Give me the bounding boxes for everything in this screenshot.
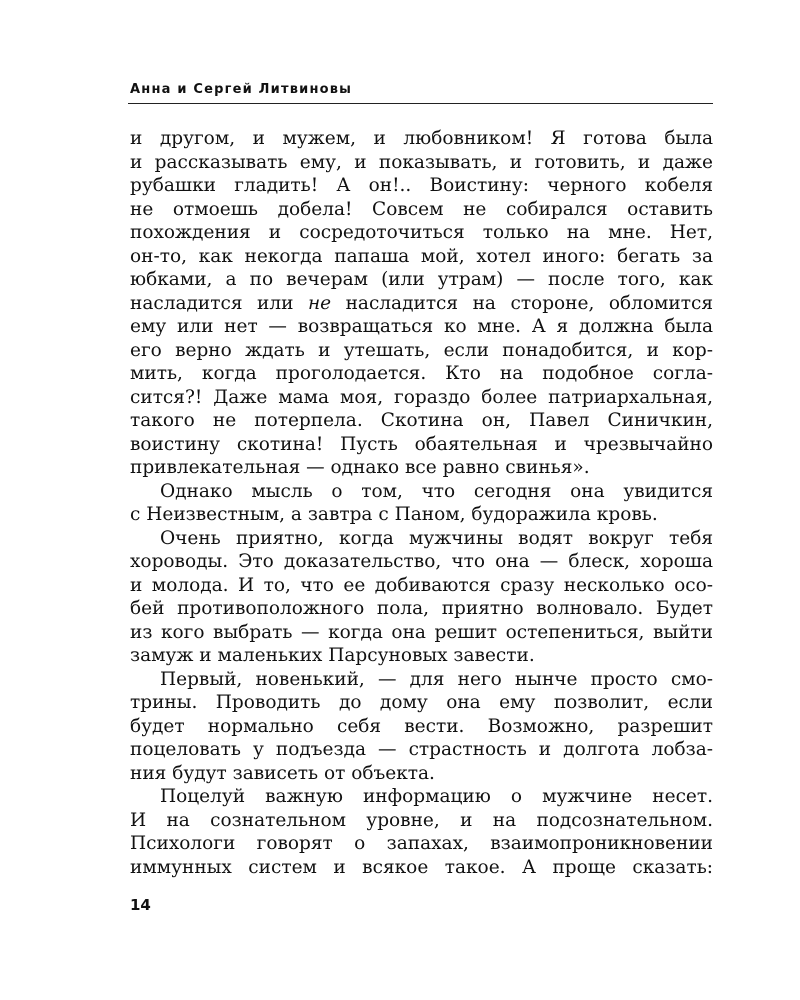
text-line: иммунных систем и всякое такое. А проще сказать: xyxy=(130,856,713,878)
text-line: будет нормально себя вести. Возможно, разрешит xyxy=(130,715,713,737)
text-line: и другом, и мужем, и любовником! Я готова была xyxy=(130,128,713,149)
text-line: И на сознательном уровне, и на подсознательном. xyxy=(130,809,713,831)
text-line: трины. Проводить до дому она ему позволит, если xyxy=(130,692,713,713)
text-line: сится?! Даже мама моя, гораздо более патриархальная, xyxy=(130,386,713,408)
text-line: не отмоешь добела! Совсем не собирался оставить xyxy=(130,198,713,220)
text-line: рубашки гладить! А он!.. Воистину: черного кобеля xyxy=(130,175,713,196)
text-line: ему или нет — возвращаться ко мне. А я должна была xyxy=(130,316,713,337)
text-line: такого не потерпела. Скотина он, Павел Синичкин, xyxy=(130,410,713,431)
text-line: привлекательная — однако все равно свинья». xyxy=(130,457,590,478)
text-line: мить, когда проголодается. Кто на подобное согла- xyxy=(130,363,713,384)
text-line: Психологи говорят о запахах, взаимопроникновении xyxy=(130,833,713,854)
italic-word: не xyxy=(307,292,332,314)
page-number: 14 xyxy=(130,896,151,914)
paragraph-first-line: Первый, новенький, — для него нынче просто смо- xyxy=(160,668,713,690)
text-line: похождения и сосредоточиться только на мне. Нет, xyxy=(130,222,713,243)
text-line: и молода. И то, что ее добиваются сразу несколько осо- xyxy=(130,574,713,596)
text-segment: насладится на стороне, обломится xyxy=(331,292,713,314)
text-line: хороводы. Это доказательство, что она — блеск, хороша xyxy=(130,551,713,572)
paragraph-first-line: Однако мысль о том, что сегодня она увидится xyxy=(160,480,713,502)
body-text xyxy=(130,127,713,879)
text-line: его верно ждать и утешать, если понадобится, и кор- xyxy=(130,339,713,361)
text-line: воистину скотина! Пусть обаятельная и чрезвычайно xyxy=(130,433,713,455)
text-line: он-то, как некогда папаша мой, хотел иного: бегать за xyxy=(130,245,713,267)
text-line: замуж и маленьких Парсуновых завести. xyxy=(130,645,535,666)
text-line: и рассказывать ему, и показывать, и готовить, и даже xyxy=(130,151,713,173)
header-rule xyxy=(128,103,713,104)
paragraph-first-line: Поцелуй важную информацию о мужчине несет. xyxy=(160,786,713,807)
text-line: с Неизвестным, а завтра с Паном, будоражила кровь. xyxy=(130,504,658,525)
text-line: из кого выбрать — когда она решит остепениться, выйти xyxy=(130,621,713,643)
text-line: поцеловать у подъезда — страстность и долгота лобза- xyxy=(130,739,713,760)
text-line: бей противоположного пола, приятно волновало. Будет xyxy=(130,598,713,619)
text-line: юбками, а по вечерам (или утрам) — после того, как xyxy=(130,269,713,290)
text-line: ния будут зависеть от объекта. xyxy=(130,762,435,784)
running-head: Анна и Сергей Литвиновы xyxy=(130,82,353,97)
text-segment: насладится или xyxy=(130,292,308,314)
text-line-with-italic xyxy=(130,292,713,316)
paragraph-first-line: Очень приятно, когда мужчины водят вокруг тебя xyxy=(160,527,713,549)
